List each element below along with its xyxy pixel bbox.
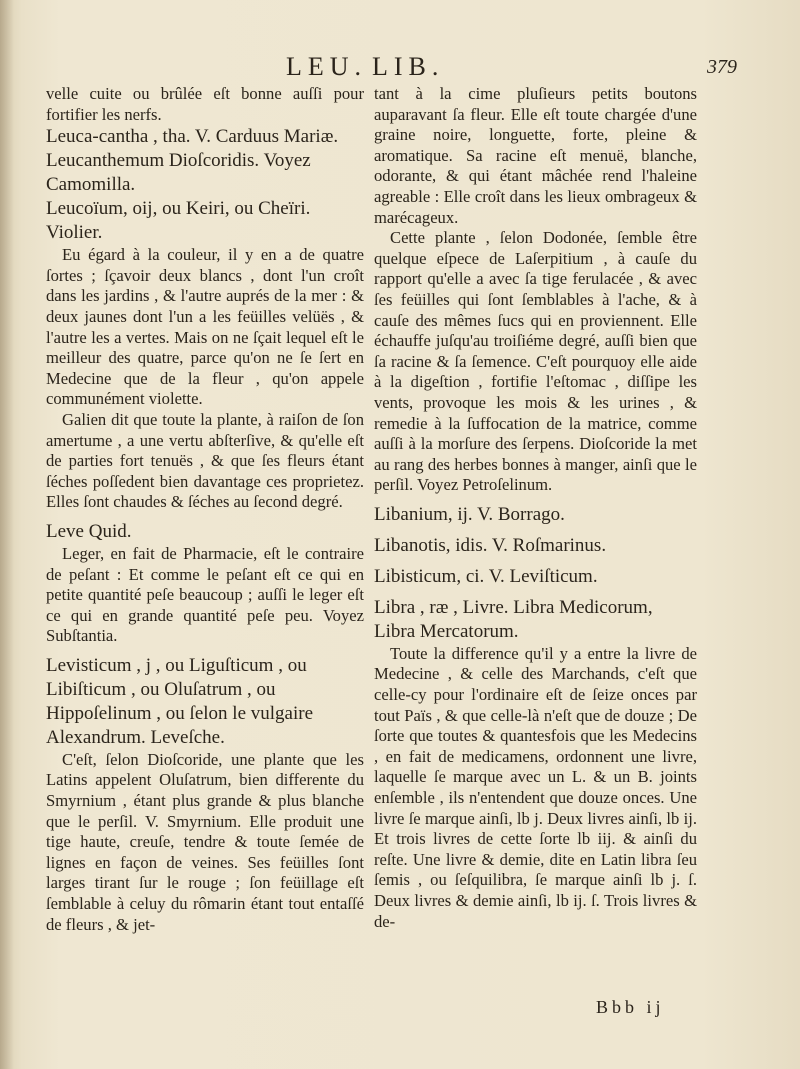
entry-heading: Libisticum, ci. V. Leviſticum. <box>374 565 598 587</box>
header-right-word: LIB. <box>372 52 445 81</box>
entry-heading: Leucanthemum Dioſcoridis. Voyez Camomilla. <box>46 150 311 196</box>
entry-paragraph: C'eſt, ſelon Dioſcoride, une plante que les Latins appelent Oluſatrum, bien differente du Smyrnium , étant plus grande & plus blanche que le perſil. V. Smyrnium. Elle produit une tige haute, creuſe, tendre & toute ſemée de lignes en façon de veines. Ses feüilles ſont larges tirant ſur le rouge ; ſon feüillage eſt ſemblable à celuy du rômarin étant tout entaſſé de fleurs , & jet- <box>46 749 364 934</box>
entry-heading: Leuca-cantha , tha. V. Carduus Mariæ. <box>46 126 339 148</box>
page-number: 379 <box>707 56 737 78</box>
running-header <box>0 52 800 84</box>
header-left-word: LEU. <box>286 52 368 81</box>
entry-heading: Leucoïum, oij, ou Keiri, ou Cheïri. Violier. <box>46 198 311 244</box>
entry-paragraph: Leger, en fait de Pharmacie, eſt le contraire de peſant : Et comme le peſant eſt ce qui en petite quantité peſe beaucoup ; auſſi le leger eſt ce qui en grande quantité peſe peu. Voyez Subſtantia. <box>46 543 364 646</box>
entry-text: velle cuite ou brûlée eſt bonne auſſi pour fortifier les nerfs. <box>46 84 364 124</box>
entry-heading: Libanotis, idis. V. Roſmarinus. <box>374 534 607 556</box>
left-column <box>46 84 364 935</box>
entry-text: tant à la cime pluſieurs petits boutons auparavant ſa fleur. Elle eſt toute chargée d'une graine noire, longuette, forte, pleine & aromatique. Sa racine eſt menuë, blanche, odorante, & qui étant mâchée rend l'haleine agreable : Elle croît dans les lieux ombrageux & marécageux. <box>374 84 697 227</box>
entry-paragraph: Toute la difference qu'il y a entre la livre de Medecine , & celle des Marchands, c'eſt que celle-cy pour l'ordinaire eſt de ſeize onces par tout Païs , & que celle-là n'eſt que de douze ; De ſorte que toutes & quantesfois que les Medecins , en fait de medicamens, ordonnent une livre, laquelle ſe marque avec un L. & un B. joints enſemble , ils n'entendent que douze onces. Une livre ſe marque ainſi, lb j. Deux livres ainſi, lb ij. Et trois livres de cette ſorte lb iij. & ainſi du reſte. Une livre & demie, dite en Latin libra ſeu ſemis , ou ſeſquilibra, ſe marque ainſi lb j. ſ. Deux livres & demie ainſi, lb ij. ſ. Trois livres & de- <box>374 643 697 931</box>
entry-heading: Libanium, ij. V. Borrago. <box>374 503 565 525</box>
entry-heading: Leve Quid. <box>46 520 132 542</box>
entry-paragraph: Eu égard à la couleur, il y en a de quatre ſortes ; ſçavoir deux blancs , dont l'un croît dans les jardins , & l'autre auprés de la mer : & deux jaunes dont l'un a les feüilles velüës , & l'autre les a vertes. Mais on ne ſçait lequel eſt le meilleur des quatre, parce qu'on ne ſe ſert en Medecine que de la fleur , qu'on appele communément violette. <box>46 245 364 409</box>
entry-heading: Levisticum , j , ou Liguſticum , ou Libiſticum , ou Oluſatrum , ou Hippoſelinum , ou ſelon le vulgaire Alexandrum. Leveſche. <box>46 654 314 748</box>
right-column <box>374 84 697 932</box>
entry-paragraph: Galien dit que toute la plante, à raiſon de ſon amertume , a une vertu abſterſive, & qu'elle eſt de parties fort tenuës , & que ſes fleurs étant ſéches poſſedent bien davantage ces proprietez. Elles ſont chaudes & ſéches au ſecond degré. <box>46 409 364 512</box>
signature-mark: Bbb ij <box>596 997 665 1017</box>
entry-heading: Libra , ræ , Livre. Libra Medicorum, Libra Mercatorum. <box>374 596 653 642</box>
entry-paragraph: Cette plante , ſelon Dodonée, ſemble être quelque eſpece de Laſerpitium , à cauſe du rapport qu'elle a avec ſa tige ferulacée , & avec ſes feüilles qui ſont ſemblables à l'ache, & à cauſe des mêmes ſucs qui en proviennent. Elle échauffe juſqu'au troiſiéme degré, auſſi bien que ſa racine & ſa ſemence. C'eſt pourquoy elle aide à la digeſtion , fortifie l'eſtomac , diſſipe les vents, provoque les mois & les urines , & remedie à la ſuffocation de la matrice, comme auſſi à la morſure des ſerpens. Dioſcoride la met au rang des herbes bonnes à manger, ainſi que le perſil. Voyez Petroſelinum. <box>374 228 697 495</box>
spine-shadow <box>0 0 14 1069</box>
